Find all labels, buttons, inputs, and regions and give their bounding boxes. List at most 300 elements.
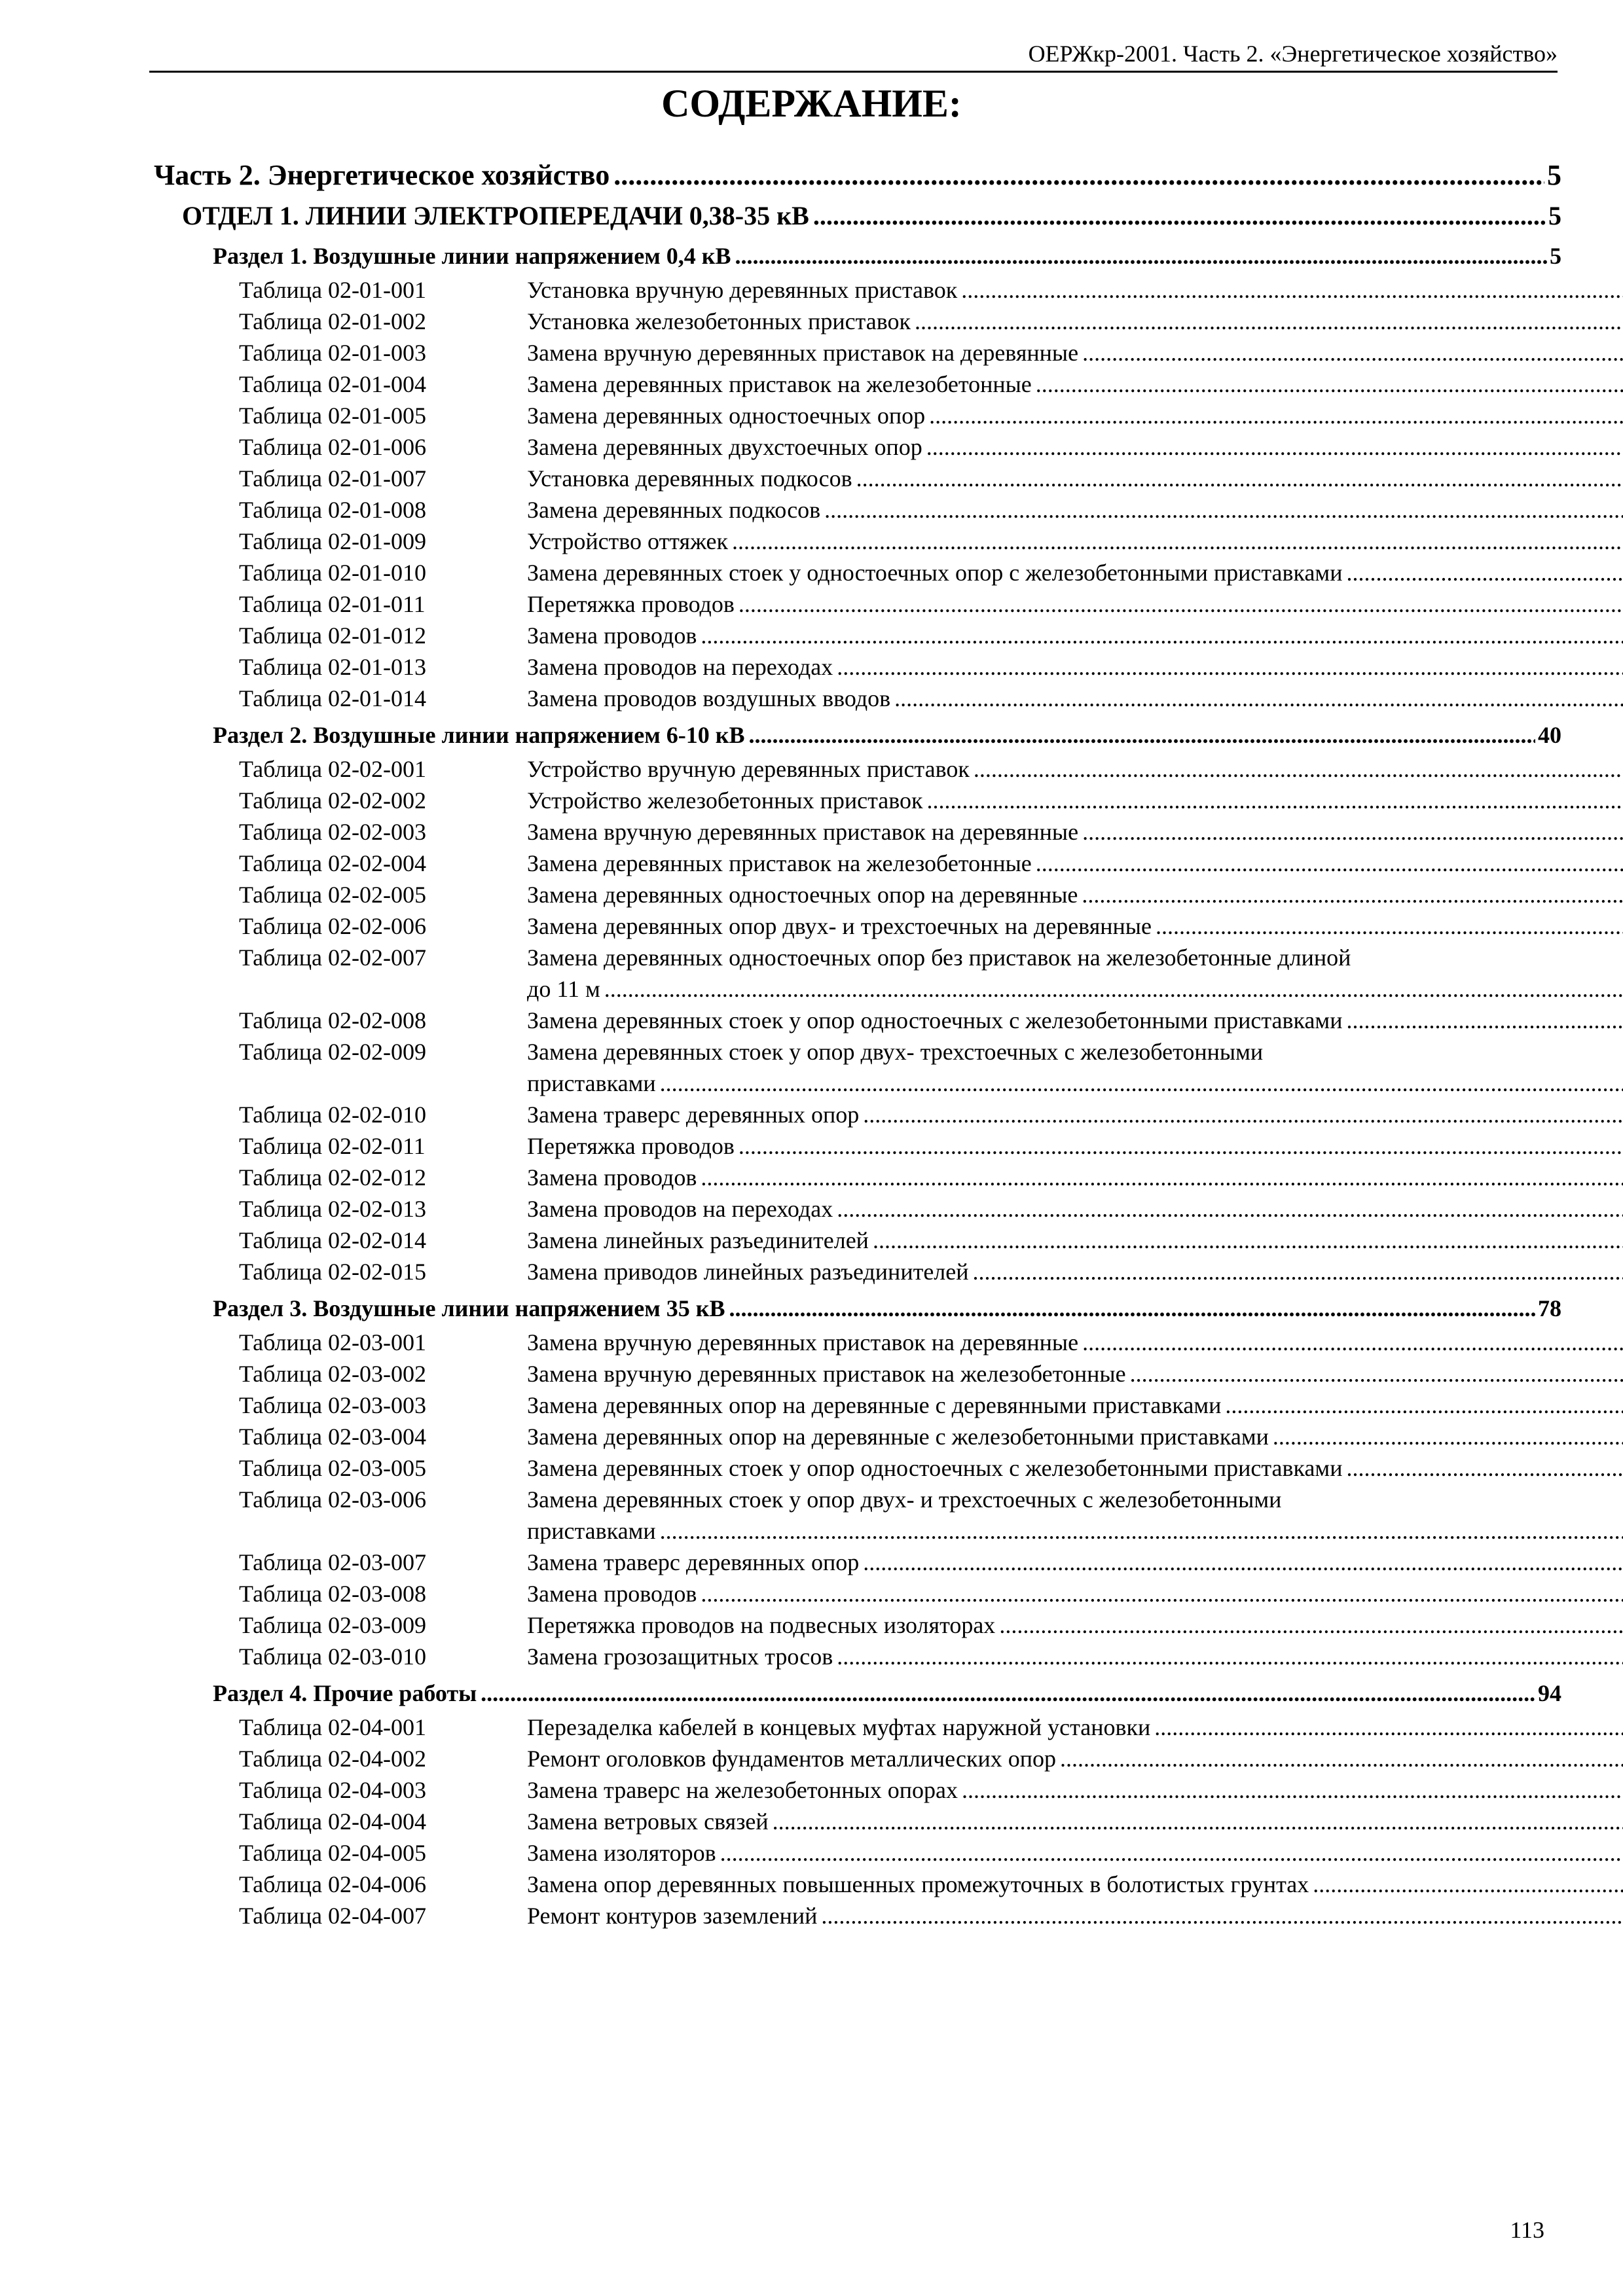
toc-table-entry[interactable]	[154, 1712, 1561, 1743]
toc-table-id: Таблица 02-03-010	[239, 1643, 426, 1670]
toc-table-title-text: Замена деревянных опор на деревянные с железобетонными приставками	[527, 1424, 1269, 1450]
leader-dots	[613, 156, 1544, 194]
toc-table-title	[527, 1774, 1623, 1806]
toc-table-title-last	[527, 753, 1623, 785]
toc-table-entry[interactable]	[154, 651, 1561, 683]
toc-table-title-last	[527, 683, 1623, 714]
toc-table-title-text: Замена деревянных одностоечных опор на деревянные	[527, 882, 1078, 908]
leader-dots	[929, 400, 1623, 431]
toc-table-title-last	[527, 1067, 1623, 1099]
leader-dots	[962, 1774, 1623, 1806]
toc-table-entry[interactable]	[154, 1774, 1561, 1806]
toc-table-title-last	[527, 1869, 1623, 1900]
leader-dots	[1036, 368, 1623, 400]
toc-table-id: Таблица 02-02-004	[239, 850, 426, 876]
leader-dots	[1060, 1743, 1623, 1774]
toc-table-title	[527, 1390, 1623, 1421]
toc-table-entry[interactable]	[154, 1099, 1561, 1130]
leader-dots	[1082, 879, 1623, 910]
toc-table-id: Таблица 02-01-010	[239, 560, 426, 586]
toc-table-id: Таблица 02-03-005	[239, 1455, 426, 1481]
toc-table-id: Таблица 02-02-005	[239, 882, 426, 908]
toc-table-entry[interactable]	[154, 1869, 1561, 1900]
toc-section-label: Раздел 4. Прочие работы	[213, 1680, 477, 1706]
toc-table-title	[527, 683, 1623, 714]
toc-table-title-last	[527, 1256, 1623, 1287]
toc-dept-label: ОТДЕЛ 1. ЛИНИИ ЭЛЕКТРОПЕРЕДАЧИ 0,38-35 кВ	[182, 201, 809, 230]
leader-dots	[1082, 816, 1623, 848]
leader-dots	[1130, 1358, 1623, 1390]
page-number: 113	[1510, 2217, 1544, 2243]
toc-table-title-last	[527, 1358, 1623, 1390]
toc-table-id: Таблица 02-01-002	[239, 308, 426, 334]
toc-table-title-last	[527, 1162, 1623, 1193]
toc-table-title	[527, 1900, 1623, 1931]
toc-table-id: Таблица 02-01-006	[239, 434, 426, 460]
toc-table-title-text: Замена проводов	[527, 622, 697, 649]
leader-dots	[1346, 1452, 1623, 1484]
leader-dots	[915, 306, 1623, 337]
toc-table-title-text: Перезаделка кабелей в концевых муфтах наружной установки	[527, 1714, 1151, 1740]
toc-table-entry[interactable]	[154, 306, 1561, 337]
toc-table-entry[interactable]	[154, 1743, 1561, 1774]
toc-section-entry[interactable]	[154, 1287, 1561, 1327]
toc-table-title-last	[527, 588, 1623, 620]
toc-table-title-line: Замена деревянных стоек у опор двух- и трехстоечных с железобетонными	[527, 1486, 1282, 1513]
toc-table-title	[527, 942, 1623, 1005]
toc-table-id: Таблица 02-03-001	[239, 1329, 426, 1355]
toc-table-entry[interactable]	[154, 620, 1561, 651]
toc-table-title-text: Замена грозозащитных тросов	[527, 1643, 833, 1670]
toc-table-title	[527, 400, 1623, 431]
toc-table-title-last	[527, 1900, 1623, 1931]
toc-table-title-last	[527, 1515, 1623, 1547]
toc-table-title	[527, 588, 1623, 620]
toc-table-entry[interactable]	[154, 1162, 1561, 1193]
toc-table-title-last	[527, 337, 1623, 368]
toc-table-title-text: Замена деревянных стоек у опор одностоечных с железобетонными приставками	[527, 1007, 1343, 1033]
toc-table-title	[527, 274, 1623, 306]
toc-table-id: Таблица 02-01-014	[239, 685, 426, 711]
toc-table-id: Таблица 02-02-012	[239, 1164, 426, 1191]
toc-table-title-last	[527, 431, 1623, 463]
toc-table-title	[527, 785, 1623, 816]
toc-table-title	[527, 431, 1623, 463]
toc-table-title	[527, 910, 1623, 942]
toc-table-title-text: приставками	[527, 1070, 656, 1096]
toc-table-title	[527, 1130, 1623, 1162]
toc-table-title	[527, 651, 1623, 683]
leader-dots	[1082, 337, 1623, 368]
toc-table-entry[interactable]	[154, 1547, 1561, 1578]
leader-dots	[604, 973, 1623, 1005]
toc-table-title-text: Замена вручную деревянных приставок на деревянные	[527, 819, 1079, 845]
toc-table-id: Таблица 02-02-001	[239, 756, 426, 782]
toc-dept-entry[interactable]	[154, 194, 1561, 235]
toc-table-title-last	[527, 274, 1623, 306]
toc-table-entry[interactable]	[154, 1036, 1561, 1099]
toc-dept-page: 5	[1548, 201, 1561, 230]
toc-table-title-last	[527, 651, 1623, 683]
toc-table-title-last	[527, 1130, 1623, 1162]
toc-table-entry[interactable]	[154, 1225, 1561, 1256]
toc-table-title-text: Замена деревянных опор двух- и трехстоечных на деревянные	[527, 913, 1152, 939]
toc-table-title-last	[527, 785, 1623, 816]
toc-table-title-last	[527, 400, 1623, 431]
toc-table-title-text: Замена траверс на железобетонных опорах	[527, 1777, 958, 1803]
toc-table-title	[527, 816, 1623, 848]
toc-table-title-text: Перетяжка проводов на подвесных изоляторах	[527, 1612, 996, 1638]
toc-table-title-text: приставками	[527, 1518, 656, 1544]
toc-table-title	[527, 368, 1623, 400]
toc-table-title-text: Замена деревянных опор на деревянные с деревянными приставками	[527, 1392, 1222, 1418]
toc-table-id: Таблица 02-04-005	[239, 1840, 426, 1866]
toc-table-title	[527, 557, 1623, 588]
toc-table-title-text: Перетяжка проводов	[527, 591, 735, 617]
toc-table-title-text: Установка вручную деревянных приставок	[527, 277, 958, 303]
toc-table-title	[527, 1162, 1623, 1193]
toc-table-title	[527, 1452, 1623, 1484]
toc-table-entry[interactable]	[154, 1609, 1561, 1641]
toc-table-title-last	[527, 306, 1623, 337]
toc-table-entry[interactable]	[154, 753, 1561, 785]
toc-table-entry[interactable]	[154, 400, 1561, 431]
leader-dots	[1225, 1390, 1623, 1421]
toc-table-title	[527, 1256, 1623, 1287]
toc-table-title	[527, 526, 1623, 557]
toc-table-entry[interactable]	[154, 816, 1561, 848]
toc-section-label: Раздел 2. Воздушные линии напряжением 6-10 кВ	[213, 722, 745, 748]
toc-table-id: Таблица 02-01-007	[239, 465, 426, 492]
toc-table-entry[interactable]	[154, 368, 1561, 400]
toc-table-entry[interactable]	[154, 1837, 1561, 1869]
toc-table-id: Таблица 02-01-013	[239, 654, 426, 680]
toc-table-entry[interactable]	[154, 942, 1561, 1005]
toc-table-entry[interactable]	[154, 1578, 1561, 1609]
leader-dots	[926, 431, 1623, 463]
toc-table-entry[interactable]	[154, 683, 1561, 714]
toc-table-title-last	[527, 879, 1623, 910]
toc-table-id: Таблица 02-02-002	[239, 787, 426, 814]
leader-dots	[894, 683, 1623, 714]
toc-table-id: Таблица 02-02-010	[239, 1102, 426, 1128]
toc-part-page: 5	[1547, 159, 1561, 191]
leader-dots	[856, 463, 1623, 494]
toc-table-title	[527, 1193, 1623, 1225]
toc-table-title	[527, 620, 1623, 651]
toc-table-title-text: Замена проводов	[527, 1164, 697, 1191]
toc-table-title	[527, 848, 1623, 879]
toc-table-title	[527, 1005, 1623, 1036]
toc-table-id: Таблица 02-02-013	[239, 1196, 426, 1222]
toc-table-title	[527, 1869, 1623, 1900]
toc-table-title	[527, 1358, 1623, 1390]
toc-table-title-text: Замена деревянных одностоечных опор	[527, 403, 926, 429]
toc-table-title-last	[527, 1712, 1623, 1743]
toc-table-title-last	[527, 1225, 1623, 1256]
toc-table-title	[527, 494, 1623, 526]
toc-table-id: Таблица 02-02-003	[239, 819, 426, 845]
toc-table-title	[527, 1641, 1623, 1672]
running-header: ОЕРЖкр-2001. Часть 2. «Энергетическое хозяйство»	[1028, 41, 1558, 67]
toc-table-title-text: Замена приводов линейных разъединителей	[527, 1259, 969, 1285]
toc-table-id: Таблица 02-01-011	[239, 591, 426, 617]
toc-table-title-text: Установка железобетонных приставок	[527, 308, 911, 334]
toc-table-title-text: Замена деревянных стоек у одностоечных опор с железобетонными приставками	[527, 560, 1343, 586]
toc-table-entry[interactable]	[154, 910, 1561, 942]
toc-table-entry[interactable]	[154, 494, 1561, 526]
leader-dots	[1154, 1712, 1623, 1743]
toc-table-id: Таблица 02-03-004	[239, 1424, 426, 1450]
toc-table-entry[interactable]	[154, 848, 1561, 879]
leader-dots	[1036, 848, 1623, 879]
toc-table-title-last	[527, 494, 1623, 526]
toc-table-id: Таблица 02-03-002	[239, 1361, 426, 1387]
toc-table-entry[interactable]	[154, 1193, 1561, 1225]
toc-part-entry[interactable]	[154, 154, 1561, 194]
toc-table-entry[interactable]	[154, 879, 1561, 910]
toc-table-title	[527, 1327, 1623, 1358]
leader-dots	[837, 1641, 1623, 1672]
leader-dots	[735, 238, 1547, 274]
toc-table-entry[interactable]	[154, 463, 1561, 494]
leader-dots	[773, 1806, 1623, 1837]
toc-table-title	[527, 1743, 1623, 1774]
leader-dots	[660, 1515, 1623, 1547]
toc-table-id: Таблица 02-04-003	[239, 1777, 426, 1803]
toc-table-title-last	[527, 1806, 1623, 1837]
toc-table-entry[interactable]	[154, 1005, 1561, 1036]
toc-table-title-text: Замена опор деревянных повышенных промежуточных в болотистых грунтах	[527, 1871, 1309, 1897]
toc-table-title-text: Замена вручную деревянных приставок на железобетонные	[527, 1361, 1126, 1387]
leader-dots	[701, 620, 1623, 651]
leader-dots	[729, 1290, 1535, 1327]
toc-table-title-text: Замена линейных разъединителей	[527, 1227, 869, 1253]
toc-table-title-text: Устройство вручную деревянных приставок	[527, 756, 970, 782]
toc-table-entry[interactable]	[154, 1421, 1561, 1452]
leader-dots	[863, 1547, 1623, 1578]
toc-table-entry[interactable]	[154, 557, 1561, 588]
toc-table-title-last	[527, 1641, 1623, 1672]
toc-table-title-last	[527, 1743, 1623, 1774]
toc-table-entry[interactable]	[154, 1256, 1561, 1287]
toc-table-title-last	[527, 1837, 1623, 1869]
toc-table-title-last	[527, 557, 1623, 588]
leader-dots	[837, 651, 1623, 683]
toc-table-title-text: Замена деревянных двухстоечных опор	[527, 434, 922, 460]
toc-table-entry[interactable]	[154, 1130, 1561, 1162]
toc-table-title-last	[527, 1774, 1623, 1806]
toc-table-title-text: Ремонт контуров заземлений	[527, 1903, 818, 1929]
toc-table-title-text: Замена вручную деревянных приставок на деревянные	[527, 340, 1079, 366]
leader-dots	[481, 1675, 1535, 1712]
toc-part-label: Часть 2. Энергетическое хозяйство	[154, 159, 610, 191]
toc-table-title-text: Замена изоляторов	[527, 1840, 716, 1866]
leader-dots	[813, 197, 1546, 235]
toc-table-title-last	[527, 1609, 1623, 1641]
toc-table-id: Таблица 02-02-009	[239, 1039, 426, 1065]
toc-table-id: Таблица 02-03-003	[239, 1392, 426, 1418]
toc-table-title	[527, 1609, 1623, 1641]
toc-table-title-last	[527, 1005, 1623, 1036]
toc-table-title-text: Устройство оттяжек	[527, 528, 728, 554]
leader-dots	[1313, 1869, 1623, 1900]
toc-sections	[154, 235, 1561, 1931]
toc-table-title	[527, 1837, 1623, 1869]
toc-table-title-last	[527, 463, 1623, 494]
toc-table-entry[interactable]	[154, 1327, 1561, 1358]
toc-table-title-text: Замена деревянных стоек у опор одностоечных с железобетонными приставками	[527, 1455, 1343, 1481]
toc-table-id: Таблица 02-03-007	[239, 1549, 426, 1575]
toc-table-title-text: Замена деревянных приставок на железобетонные	[527, 850, 1032, 876]
leader-dots	[732, 526, 1623, 557]
leader-dots	[927, 785, 1623, 816]
toc-table-id: Таблица 02-01-012	[239, 622, 426, 649]
toc-table-title	[527, 306, 1623, 337]
toc-table-title-last	[527, 1390, 1623, 1421]
toc-table-entry[interactable]	[154, 1900, 1561, 1931]
toc-table-id: Таблица 02-04-006	[239, 1871, 426, 1897]
toc-table-title-last	[527, 526, 1623, 557]
toc-section-entry[interactable]	[154, 714, 1561, 753]
toc-section-page: 78	[1538, 1295, 1561, 1321]
toc-table-entry[interactable]	[154, 785, 1561, 816]
leader-dots	[821, 1900, 1623, 1931]
toc-table-title-text: Замена проводов воздушных вводов	[527, 685, 891, 711]
toc-table-entry[interactable]	[154, 337, 1561, 368]
toc-table-title-last	[527, 368, 1623, 400]
leader-dots	[837, 1193, 1623, 1225]
toc-table-title	[527, 1712, 1623, 1743]
toc-table-title-text: до 11 м	[527, 976, 600, 1002]
toc-table-id: Таблица 02-04-007	[239, 1903, 426, 1929]
toc-table-title	[527, 1484, 1623, 1547]
toc-table-id: Таблица 02-02-006	[239, 913, 426, 939]
toc-table-title-last	[527, 1193, 1623, 1225]
leader-dots	[873, 1225, 1623, 1256]
toc-table-id: Таблица 02-01-003	[239, 340, 426, 366]
leader-dots	[974, 753, 1623, 785]
toc-table-title-text: Ремонт оголовков фундаментов металлических опор	[527, 1746, 1056, 1772]
toc-table-id: Таблица 02-01-004	[239, 371, 426, 397]
leader-dots	[701, 1162, 1623, 1193]
leader-dots	[999, 1609, 1623, 1641]
toc-table-title-last	[527, 816, 1623, 848]
leader-dots	[1346, 1005, 1623, 1036]
toc-table-entry[interactable]	[154, 431, 1561, 463]
toc-table-title-last	[527, 910, 1623, 942]
leader-dots	[1273, 1421, 1623, 1452]
toc-table-entry[interactable]	[154, 588, 1561, 620]
toc-table-title	[527, 1578, 1623, 1609]
toc-table-entry[interactable]	[154, 274, 1561, 306]
toc-table-title	[527, 463, 1623, 494]
toc-table-entry[interactable]	[154, 1452, 1561, 1484]
toc-section-entry[interactable]	[154, 1672, 1561, 1712]
leader-dots	[1156, 910, 1623, 942]
toc-table-title-last	[527, 1578, 1623, 1609]
leader-dots	[739, 588, 1623, 620]
toc-table-title-last	[527, 1547, 1623, 1578]
toc-table-title-text: Устройство железобетонных приставок	[527, 787, 923, 814]
toc-table-title-last	[527, 1099, 1623, 1130]
toc-table-title	[527, 1099, 1623, 1130]
toc-table-title-last	[527, 973, 1623, 1005]
toc-table-entry[interactable]	[154, 1484, 1561, 1547]
leader-dots	[863, 1099, 1623, 1130]
toc-table-entry[interactable]	[154, 1390, 1561, 1421]
toc-table-id: Таблица 02-02-008	[239, 1007, 426, 1033]
toc-section-page: 40	[1538, 722, 1561, 748]
toc-table-id: Таблица 02-02-011	[239, 1133, 426, 1159]
toc-table-title-last	[527, 1421, 1623, 1452]
leader-dots	[701, 1578, 1623, 1609]
toc-table-id: Таблица 02-01-005	[239, 403, 426, 429]
toc-table-title	[527, 1547, 1623, 1578]
leader-dots	[824, 494, 1623, 526]
toc-table-title-text: Замена траверс деревянных опор	[527, 1549, 860, 1575]
toc-table-title-last	[527, 848, 1623, 879]
toc-table-title	[527, 879, 1623, 910]
leader-dots	[720, 1837, 1623, 1869]
leader-dots	[1346, 557, 1623, 588]
toc-section-page: 5	[1550, 243, 1561, 269]
toc-table-title-last	[527, 1452, 1623, 1484]
toc-table-id: Таблица 02-01-001	[239, 277, 426, 303]
toc-table-title-text: Замена проводов на переходах	[527, 1196, 833, 1222]
toc-table-id: Таблица 02-01-009	[239, 528, 426, 554]
toc-table-id: Таблица 02-02-014	[239, 1227, 426, 1253]
toc-table-id: Таблица 02-04-001	[239, 1714, 426, 1740]
toc-table-id: Таблица 02-03-009	[239, 1612, 426, 1638]
toc-table-title-line: Замена деревянных стоек у опор двух- трехстоечных с железобетонными	[527, 1039, 1264, 1065]
leader-dots	[1082, 1327, 1623, 1358]
leader-dots	[961, 274, 1623, 306]
toc-table-title-text: Замена проводов	[527, 1581, 697, 1607]
toc-table-id: Таблица 02-02-015	[239, 1259, 426, 1285]
table-of-contents	[154, 154, 1561, 1931]
header-rule	[149, 71, 1558, 73]
toc-table-entry[interactable]	[154, 1358, 1561, 1390]
toc-table-title-last	[527, 1327, 1623, 1358]
toc-table-entry[interactable]	[154, 1641, 1561, 1672]
toc-section-page: 94	[1538, 1680, 1561, 1706]
toc-table-title-text: Перетяжка проводов	[527, 1133, 735, 1159]
toc-table-title-text: Замена деревянных приставок на железобетонные	[527, 371, 1032, 397]
toc-table-title	[527, 1225, 1623, 1256]
toc-table-title	[527, 1421, 1623, 1452]
toc-table-title	[527, 1036, 1623, 1099]
toc-table-entry[interactable]	[154, 526, 1561, 557]
leader-dots	[748, 717, 1535, 753]
toc-table-entry[interactable]	[154, 1806, 1561, 1837]
toc-section-entry[interactable]	[154, 235, 1561, 274]
toc-table-title	[527, 1806, 1623, 1837]
toc-section-label: Раздел 3. Воздушные линии напряжением 35 кВ	[213, 1295, 725, 1321]
toc-table-title-last	[527, 620, 1623, 651]
toc-table-id: Таблица 02-01-008	[239, 497, 426, 523]
toc-table-title-text: Замена ветровых связей	[527, 1808, 769, 1835]
toc-table-id: Таблица 02-02-007	[239, 944, 426, 971]
toc-table-title-text: Замена вручную деревянных приставок на деревянные	[527, 1329, 1079, 1355]
toc-table-id: Таблица 02-03-006	[239, 1486, 426, 1513]
leader-dots	[739, 1130, 1623, 1162]
toc-table-id: Таблица 02-04-004	[239, 1808, 426, 1835]
toc-table-title	[527, 753, 1623, 785]
toc-table-title-text: Установка деревянных подкосов	[527, 465, 852, 492]
leader-dots	[660, 1067, 1623, 1099]
toc-table-title-text: Замена проводов на переходах	[527, 654, 833, 680]
